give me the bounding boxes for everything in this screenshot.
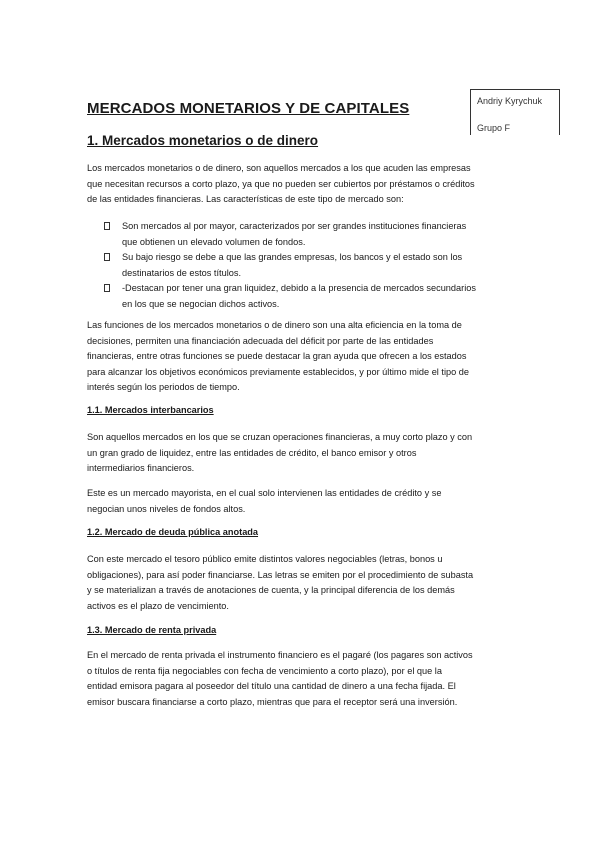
subsection-1-2-paragraph: [87, 552, 507, 614]
list-item: [104, 250, 514, 281]
section-1-intro: [87, 161, 507, 208]
text-line: o títulos de renta fija negociables con fecha de vencimiento a corto plazo), por el que la: [87, 665, 442, 676]
text-line: para alcanzar los objetivos económicos previamente establecidos, y por último mide el tipo de: [87, 366, 469, 377]
characteristics-list: [104, 219, 514, 312]
subsection-1-1-paragraph-2: [87, 486, 507, 517]
text-line: intermediarios financieros.: [87, 463, 195, 473]
bullet-box-icon: [104, 284, 110, 292]
bullet-box-icon: [104, 253, 110, 261]
text-line: de las entidades financieras. Las características de este tipo de mercado son:: [87, 194, 404, 204]
text-line: Son mercados al por mayor, caracterizados por ser grandes instituciones financieras: [122, 221, 467, 231]
section-1-functions: [87, 318, 507, 396]
text-line: entidad emisora pagara al poseedor del título una cantidad de dinero a una fecha fijada. El: [87, 681, 456, 691]
text-line: Su bajo riesgo se debe a que las grandes empresas, los bancos y el estado son los: [122, 252, 463, 262]
text-line: Los mercados monetarios o de dinero, son aquellos mercados a los que acuden las empresas: [87, 163, 471, 173]
text-line: negocian unos niveles de fondos altos.: [87, 503, 246, 514]
text-line: emisor buscara financiarse a corto plazo, mientras que para el receptor será una inversión.: [87, 696, 458, 707]
subsection-1-3-heading: 1.3. Mercado de renta privada: [87, 625, 217, 635]
bullet-box-icon: [104, 222, 110, 230]
text-line: y se materializan a través de anotaciones de cuenta, y la principal diferencia de los demás: [87, 585, 455, 595]
author-group: Grupo F: [477, 123, 511, 133]
subsection-1-2-heading: 1.2. Mercado de deuda pública anotada: [87, 527, 259, 537]
text-line: que obtienen un elevado volumen de fondos.: [122, 236, 306, 247]
text-line: -Destacan por tener una gran liquidez, debido a la presencia de mercados secundarios: [122, 283, 476, 293]
text-line: Este es un mercado mayorista, en el cual solo intervienen las entidades de crédito y se: [87, 488, 442, 498]
list-item: [104, 219, 514, 250]
list-item: [104, 281, 514, 312]
text-line: interés según los periodos de tiempo.: [87, 382, 240, 392]
text-line: decisiones, permiten una financiación adecuada del déficit por parte de las entidades: [87, 335, 434, 346]
text-line: Con este mercado el tesoro público emite distintos valores negociables (letras, bonos u: [87, 554, 443, 564]
text-line: en los que se negocian dichos activos.: [122, 298, 280, 309]
text-line: activos es el plazo de vencimiento.: [87, 600, 229, 611]
text-line: destinatarios de estos títulos.: [122, 267, 241, 278]
subsection-1-1-heading: 1.1. Mercados interbancarios: [87, 405, 214, 415]
text-line: un gran grado de liquidez, entre las entidades de crédito, el banco emisor y otros: [87, 447, 417, 458]
text-line: Las funciones de los mercados monetarios o de dinero son una alta eficiencia en la toma de: [87, 320, 462, 330]
text-line: financieras, entre otras funciones se puede destacar la gran ayuda que ofrecen a los estados: [87, 351, 467, 361]
document-title: MERCADOS MONETARIOS Y DE CAPITALES: [87, 100, 410, 117]
subsection-1-3-paragraph: [87, 648, 507, 710]
text-line: En el mercado de renta privada el instrumento financiero es el pagaré (los pagares son activos: [87, 650, 473, 660]
text-line: que necesitan recursos a corto plazo, ya que no pueden ser cubiertos por préstamos o créditos: [87, 178, 475, 189]
section-1-heading: 1. Mercados monetarios o de dinero: [87, 133, 319, 148]
author-name: Andriy Kyrychuk: [477, 96, 543, 106]
author-box: [470, 89, 560, 135]
subsection-1-1-paragraph-1: [87, 430, 507, 477]
text-line: Son aquellos mercados en los que se cruzan operaciones financieras, a muy corto plazo y con: [87, 432, 473, 442]
text-line: obligaciones), para así poder financiarse. Las letras se emiten por el procedimiento de subasta: [87, 569, 474, 580]
